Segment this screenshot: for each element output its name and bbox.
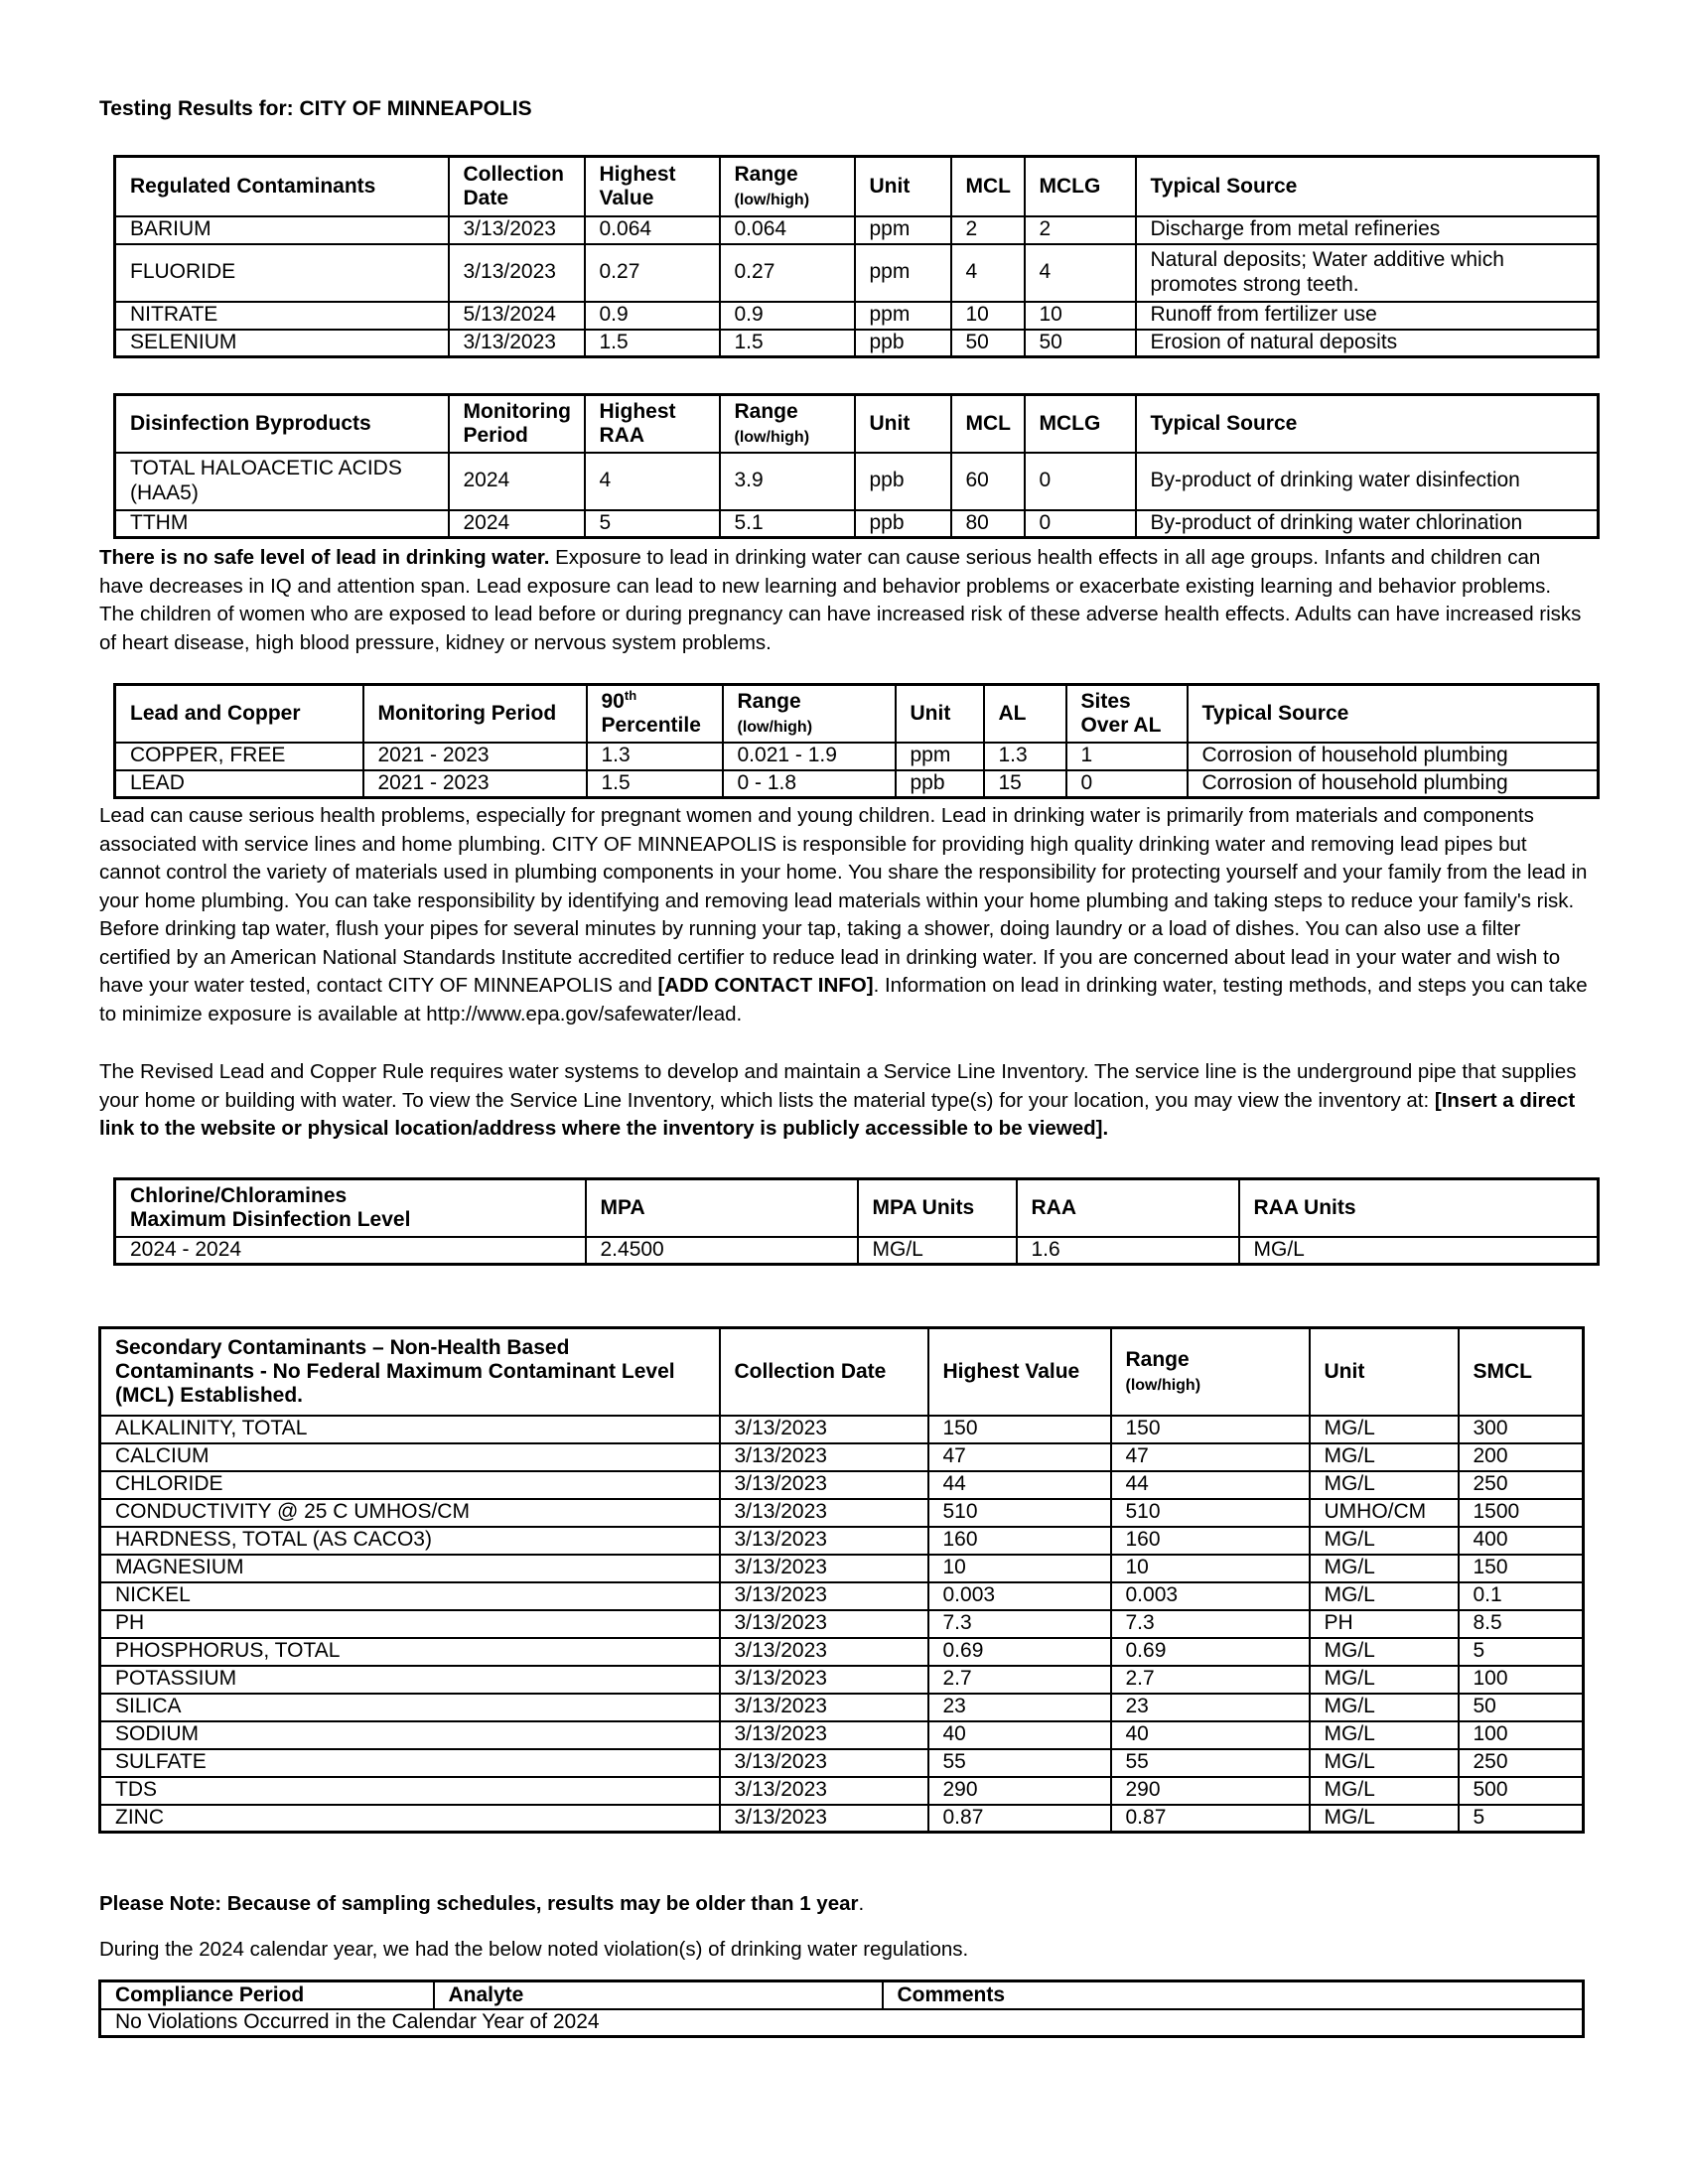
header-cell (1111, 1328, 1310, 1416)
table-cell: 3/13/2023 (720, 1638, 928, 1666)
table-cell: 2021 - 2023 (363, 770, 587, 798)
table-cell: NITRATE (115, 302, 449, 330)
table-row (100, 1582, 1584, 1610)
header-range: Range (1125, 1347, 1190, 1371)
table-cell: 4 (951, 244, 1025, 302)
secondary-table-body (100, 1416, 1584, 1833)
table-cell: 40 (1111, 1721, 1310, 1749)
table-cell: 3/13/2023 (720, 1416, 928, 1443)
table-cell: 5 (585, 510, 720, 538)
table-cell: 1.3 (984, 743, 1066, 770)
table-cell: MG/L (1310, 1694, 1459, 1721)
table-cell: 5 (1459, 1805, 1584, 1833)
table-cell: 3/13/2023 (720, 1582, 928, 1610)
table-cell: 4 (1025, 244, 1136, 302)
table-cell: 510 (1111, 1499, 1310, 1527)
table-row (100, 1805, 1584, 1833)
sampling-note (99, 1892, 864, 1916)
header-cell: Sites Over AL (1066, 685, 1188, 743)
table-cell: 5.1 (720, 510, 855, 538)
sampling-note-period: . (858, 1892, 865, 1915)
table-cell: HARDNESS, TOTAL (AS CACO3) (100, 1527, 720, 1555)
header-range-sub: (low/high) (734, 428, 810, 446)
table-row (115, 244, 1599, 302)
table-cell: Natural deposits; Water additive which promotes strong teeth. (1136, 244, 1599, 302)
table-cell: 10 (928, 1555, 1111, 1582)
table-cell: 1.3 (587, 743, 723, 770)
table-cell: 2024 - 2024 (115, 1237, 586, 1265)
table-cell: 3/13/2023 (449, 216, 585, 244)
table-cell: MG/L (858, 1237, 1017, 1265)
header-cell: MCL (951, 395, 1025, 453)
table-cell: MG/L (1310, 1555, 1459, 1582)
header-cell: Unit (1310, 1328, 1459, 1416)
table-cell: 23 (1111, 1694, 1310, 1721)
table-cell: 250 (1459, 1749, 1584, 1777)
table-cell: 44 (1111, 1471, 1310, 1499)
table-cell: MG/L (1310, 1666, 1459, 1694)
lead-info-paragraph (99, 802, 1589, 1028)
table-cell: 0.9 (585, 302, 720, 330)
table-cell: 1500 (1459, 1499, 1584, 1527)
header-range-sub: (low/high) (734, 191, 810, 208)
table-cell: 55 (928, 1749, 1111, 1777)
table-cell: 50 (1025, 330, 1136, 357)
header-cell: Analyte (434, 1981, 883, 2009)
table-cell: PH (1310, 1610, 1459, 1638)
table-cell: SILICA (100, 1694, 720, 1721)
header-cell: Typical Source (1188, 685, 1599, 743)
table-cell: 0.87 (928, 1805, 1111, 1833)
table-cell: 0.87 (1111, 1805, 1310, 1833)
table-cell: 3/13/2023 (720, 1666, 928, 1694)
table-cell: 7.3 (928, 1610, 1111, 1638)
header-cell: Unit (855, 395, 951, 453)
table-cell: 0 (1025, 453, 1136, 510)
table-cell: 0.064 (585, 216, 720, 244)
table-row (100, 1471, 1584, 1499)
table-header-row (100, 1981, 1584, 2009)
table-cell: 0.064 (720, 216, 855, 244)
table-row (100, 1638, 1584, 1666)
table-cell: Discharge from metal refineries (1136, 216, 1599, 244)
table-cell: 10 (1111, 1555, 1310, 1582)
header-cell (115, 1179, 586, 1237)
header-cell: Unit (855, 157, 951, 216)
header-cell: MCL (951, 157, 1025, 216)
table-cell: 5 (1459, 1638, 1584, 1666)
table-cell: MG/L (1310, 1721, 1459, 1749)
header-chlorine: Chlorine/Chloramines (130, 1183, 348, 1207)
header-range: Range (734, 162, 798, 186)
table-cell: MAGNESIUM (100, 1555, 720, 1582)
service-line-text: The Revised Lead and Copper Rule requires water systems to develop and maintain a Service Line Inventory. The service line is the underground pipe that supplies your home or building with water. To view the Service Line Inventory, which lists the material type(s) for your location, you may view the inventory at: (99, 1060, 1577, 1112)
header-cell: MPA (586, 1179, 858, 1237)
table-row (115, 770, 1599, 798)
table-cell: FLUORIDE (115, 244, 449, 302)
table-row (100, 1777, 1584, 1805)
service-line-paragraph (99, 1058, 1589, 1144)
header-cell: Compliance Period (100, 1981, 434, 2009)
header-cell: MCLG (1025, 395, 1136, 453)
disinfection-byproducts-table (113, 393, 1600, 539)
table-cell: 10 (1025, 302, 1136, 330)
table-cell: SELENIUM (115, 330, 449, 357)
header-cell (723, 685, 896, 743)
table-cell: TTHM (115, 510, 449, 538)
table-cell: MG/L (1310, 1443, 1459, 1471)
lead-warning-bold: There is no safe level of lead in drinking water. (99, 546, 550, 569)
table-cell: 2.4500 (586, 1237, 858, 1265)
table-cell: 7.3 (1111, 1610, 1310, 1638)
table-row (115, 510, 1599, 538)
table-cell: LEAD (115, 770, 363, 798)
table-cell: MG/L (1239, 1237, 1599, 1265)
header-cell: Monitoring Period (449, 395, 585, 453)
table-cell: NICKEL (100, 1582, 720, 1610)
table-cell: 3/13/2023 (720, 1499, 928, 1527)
table-cell: 400 (1459, 1527, 1584, 1555)
table-cell: 80 (951, 510, 1025, 538)
table-cell: 23 (928, 1694, 1111, 1721)
table-cell: 0.9 (720, 302, 855, 330)
table-cell: MG/L (1310, 1805, 1459, 1833)
table-cell: 3/13/2023 (720, 1527, 928, 1555)
table-cell: 8.5 (1459, 1610, 1584, 1638)
table-row (100, 1749, 1584, 1777)
table-cell: 50 (951, 330, 1025, 357)
table-cell: 0.003 (1111, 1582, 1310, 1610)
header-cell: Highest RAA (585, 395, 720, 453)
table-row (100, 1443, 1584, 1471)
table-cell: 1 (1066, 743, 1188, 770)
sampling-note-bold: Please Note: Because of sampling schedules, results may be older than 1 year (99, 1892, 859, 1915)
table-cell: Corrosion of household plumbing (1188, 743, 1599, 770)
table-cell: 2 (1025, 216, 1136, 244)
table-cell: 1.5 (587, 770, 723, 798)
header-range: Range (737, 689, 801, 713)
table-cell: 2024 (449, 453, 585, 510)
table-cell: 160 (928, 1527, 1111, 1555)
table-row (100, 2009, 1584, 2037)
table-cell: 290 (1111, 1777, 1310, 1805)
table-cell: 0.021 - 1.9 (723, 743, 896, 770)
table-cell: 3/13/2023 (720, 1694, 928, 1721)
table-cell: 4 (585, 453, 720, 510)
table-row (100, 1694, 1584, 1721)
violations-table (98, 1979, 1585, 2038)
table-cell: 2 (951, 216, 1025, 244)
page-title: Testing Results for: CITY OF MINNEAPOLIS (99, 97, 532, 120)
table-row (115, 216, 1599, 244)
table-cell: SULFATE (100, 1749, 720, 1777)
table-cell: 3/13/2023 (720, 1610, 928, 1638)
table-cell: 510 (928, 1499, 1111, 1527)
table-cell: 47 (928, 1443, 1111, 1471)
table-cell: 40 (928, 1721, 1111, 1749)
table-cell: PHOSPHORUS, TOTAL (100, 1638, 720, 1666)
table-cell: 60 (951, 453, 1025, 510)
table-cell: 44 (928, 1471, 1111, 1499)
header-range: Range (734, 399, 798, 423)
table-cell: 2024 (449, 510, 585, 538)
table-row (115, 1237, 1599, 1265)
header-cell (587, 685, 723, 743)
table-cell: 3/13/2023 (720, 1749, 928, 1777)
table-cell: Corrosion of household plumbing (1188, 770, 1599, 798)
table-row (100, 1721, 1584, 1749)
table-cell: BARIUM (115, 216, 449, 244)
table-row (100, 1610, 1584, 1638)
header-cell: MCLG (1025, 157, 1136, 216)
table-cell: 100 (1459, 1721, 1584, 1749)
header-range-sub: (low/high) (737, 718, 813, 736)
header-cell: RAA Units (1239, 1179, 1599, 1237)
table-cell: MG/L (1310, 1416, 1459, 1443)
table-row (115, 330, 1599, 357)
header-th: th (624, 688, 637, 704)
inventory-link-placeholder: [Insert a direct link to the website or physical location/address where the inventory is publicly accessible to be viewed]. (99, 1088, 1576, 1140)
table-cell: 0.27 (720, 244, 855, 302)
header-cell: Lead and Copper (115, 685, 363, 743)
header-cell: Typical Source (1136, 395, 1599, 453)
table-cell: ZINC (100, 1805, 720, 1833)
lead-info-text-1: Lead can cause serious health problems, especially for pregnant women and young children. Lead in drinking water is primarily from materials and components associated with service lines and home plumbing. CITY OF MINNEAPOLIS is responsible for providing high quality drinking water and removing lead pipes but cannot control the variety of materials used in plumbing components in your home. You share the responsibility for protecting yourself and your family from the lead in your home plumbing. You can take responsibility by identifying and removing lead materials within your home plumbing and taking steps to reduce your family's risk. Before drinking tap water, flush your pipes for several minutes by running your tap, taking a shower, doing laundry or a load of dishes. You can also use a filter certified by an American National Standards Institute accredited certifier to reduce lead in drinking water. If you are concerned about lead in your water and wish to have your water tested, contact CITY OF MINNEAPOLIS and (99, 804, 1588, 997)
table-cell: TDS (100, 1777, 720, 1805)
table-cell: 50 (1459, 1694, 1584, 1721)
table-cell: MG/L (1310, 1471, 1459, 1499)
table-cell: 3/13/2023 (449, 244, 585, 302)
table-cell: 2.7 (928, 1666, 1111, 1694)
table-cell: 47 (1111, 1443, 1310, 1471)
table-cell: 0 (1066, 770, 1188, 798)
lead-copper-table (113, 683, 1600, 799)
header-cell: Collection Date (449, 157, 585, 216)
header-cell: AL (984, 685, 1066, 743)
header-cell: MPA Units (858, 1179, 1017, 1237)
table-cell: TOTAL HALOACETIC ACIDS (HAA5) (115, 453, 449, 510)
table-row (100, 1416, 1584, 1443)
table-cell: 15 (984, 770, 1066, 798)
regulated-contaminants-table (113, 155, 1600, 358)
table-cell: SODIUM (100, 1721, 720, 1749)
table-cell: MG/L (1310, 1777, 1459, 1805)
header-cell: Highest Value (585, 157, 720, 216)
header-cell (720, 157, 855, 216)
table-header-row (100, 1328, 1584, 1416)
header-90: 90 (601, 690, 625, 714)
table-cell: 200 (1459, 1443, 1584, 1471)
table-cell: 290 (928, 1777, 1111, 1805)
header-cell (720, 395, 855, 453)
table-cell: UMHO/CM (1310, 1499, 1459, 1527)
header-cell: RAA (1017, 1179, 1239, 1237)
table-cell: 0.27 (585, 244, 720, 302)
table-cell: 1.6 (1017, 1237, 1239, 1265)
table-cell: 250 (1459, 1471, 1584, 1499)
table-cell: 5/13/2024 (449, 302, 585, 330)
table-cell: 3/13/2023 (720, 1471, 928, 1499)
header-cell: SMCL (1459, 1328, 1584, 1416)
table-cell: 1.5 (585, 330, 720, 357)
header-cell: Secondary Contaminants – Non-Health Based Contaminants - No Federal Maximum Contaminant Level (MCL) Established. (100, 1328, 720, 1416)
table-cell: ppb (855, 453, 951, 510)
table-cell: 150 (1111, 1416, 1310, 1443)
table-row (115, 453, 1599, 510)
table-cell: 1.5 (720, 330, 855, 357)
table-cell: 0.1 (1459, 1582, 1584, 1610)
table-cell: 10 (951, 302, 1025, 330)
table-cell: MG/L (1310, 1749, 1459, 1777)
header-max-disinfection: Maximum Disinfection Level (130, 1207, 411, 1231)
table-cell: 150 (1459, 1555, 1584, 1582)
header-cell: Typical Source (1136, 157, 1599, 216)
table-cell: No Violations Occurred in the Calendar Year of 2024 (100, 2009, 1584, 2037)
header-cell: Collection Date (720, 1328, 928, 1416)
table-cell: ppm (855, 302, 951, 330)
table-cell: 150 (928, 1416, 1111, 1443)
table-cell: CHLORIDE (100, 1471, 720, 1499)
table-cell: 3/13/2023 (720, 1443, 928, 1471)
table-cell: ppb (855, 330, 951, 357)
table-cell: 160 (1111, 1527, 1310, 1555)
table-cell: 3/13/2023 (720, 1555, 928, 1582)
table-cell: CALCIUM (100, 1443, 720, 1471)
header-cell: Unit (896, 685, 984, 743)
table-cell: 3.9 (720, 453, 855, 510)
table-row (100, 1666, 1584, 1694)
table-cell: 500 (1459, 1777, 1584, 1805)
table-cell: 3/13/2023 (720, 1721, 928, 1749)
table-cell: 0 - 1.8 (723, 770, 896, 798)
table-cell: 3/13/2023 (449, 330, 585, 357)
table-cell: ppm (896, 743, 984, 770)
table-cell: By-product of drinking water disinfection (1136, 453, 1599, 510)
table-cell: 2021 - 2023 (363, 743, 587, 770)
table-cell: 0.003 (928, 1582, 1111, 1610)
table-cell: 0 (1025, 510, 1136, 538)
header-cell: Highest Value (928, 1328, 1111, 1416)
header-cell: Comments (883, 1981, 1584, 2009)
table-header-row (115, 1179, 1599, 1237)
table-cell: 300 (1459, 1416, 1584, 1443)
table-cell: ALKALINITY, TOTAL (100, 1416, 720, 1443)
table-cell: 55 (1111, 1749, 1310, 1777)
table-cell: Erosion of natural deposits (1136, 330, 1599, 357)
table-cell: 0.69 (928, 1638, 1111, 1666)
lead-warning-text: Exposure to lead in drinking water can cause serious health effects in all age groups. Infants and children can have decreases in IQ and attention span. Lead exposure can lead to new learning and behavior problems or exacerbate existing learning and behavior problems. The children of women who are exposed to lead before or during pregnancy can have increased risk of these adverse health effects. Adults can have increased risks of heart disease, high blood pressure, kidney or nervous system problems. (99, 546, 1582, 654)
chlorine-table (113, 1177, 1600, 1266)
header-percentile: Percentile (601, 714, 701, 738)
table-header-row (115, 395, 1599, 453)
table-cell: POTASSIUM (100, 1666, 720, 1694)
table-cell: MG/L (1310, 1638, 1459, 1666)
lead-info-text-2: . Information on lead in drinking water, testing methods, and steps you can take to minimize exposure is available at http://www.epa.gov/safewater/lead. (99, 974, 1588, 1025)
table-cell: Runoff from fertilizer use (1136, 302, 1599, 330)
violations-intro: During the 2024 calendar year, we had the below noted violation(s) of drinking water regulations. (99, 1938, 969, 1961)
table-row (100, 1499, 1584, 1527)
table-cell: 0.69 (1111, 1638, 1310, 1666)
table-cell: ppm (855, 216, 951, 244)
table-cell: 3/13/2023 (720, 1805, 928, 1833)
table-cell: MG/L (1310, 1582, 1459, 1610)
header-cell: Regulated Contaminants (115, 157, 449, 216)
table-cell: 3/13/2023 (720, 1777, 928, 1805)
table-cell: CONDUCTIVITY @ 25 C UMHOS/CM (100, 1499, 720, 1527)
table-cell: By-product of drinking water chlorination (1136, 510, 1599, 538)
header-cell: Disinfection Byproducts (115, 395, 449, 453)
table-cell: 100 (1459, 1666, 1584, 1694)
secondary-contaminants-table (98, 1326, 1585, 1834)
table-cell: ppm (855, 244, 951, 302)
table-cell: ppb (855, 510, 951, 538)
table-row (115, 743, 1599, 770)
header-range-sub: (low/high) (1125, 1376, 1201, 1394)
table-row (115, 302, 1599, 330)
table-cell: ppb (896, 770, 984, 798)
table-header-row (115, 157, 1599, 216)
contact-info-placeholder: [ADD CONTACT INFO] (657, 974, 874, 997)
table-cell: COPPER, FREE (115, 743, 363, 770)
table-row (100, 1555, 1584, 1582)
lead-warning-paragraph (99, 544, 1589, 657)
table-row (100, 1527, 1584, 1555)
table-cell: PH (100, 1610, 720, 1638)
header-cell: Monitoring Period (363, 685, 587, 743)
table-header-row (115, 685, 1599, 743)
table-cell: 2.7 (1111, 1666, 1310, 1694)
table-cell: MG/L (1310, 1527, 1459, 1555)
